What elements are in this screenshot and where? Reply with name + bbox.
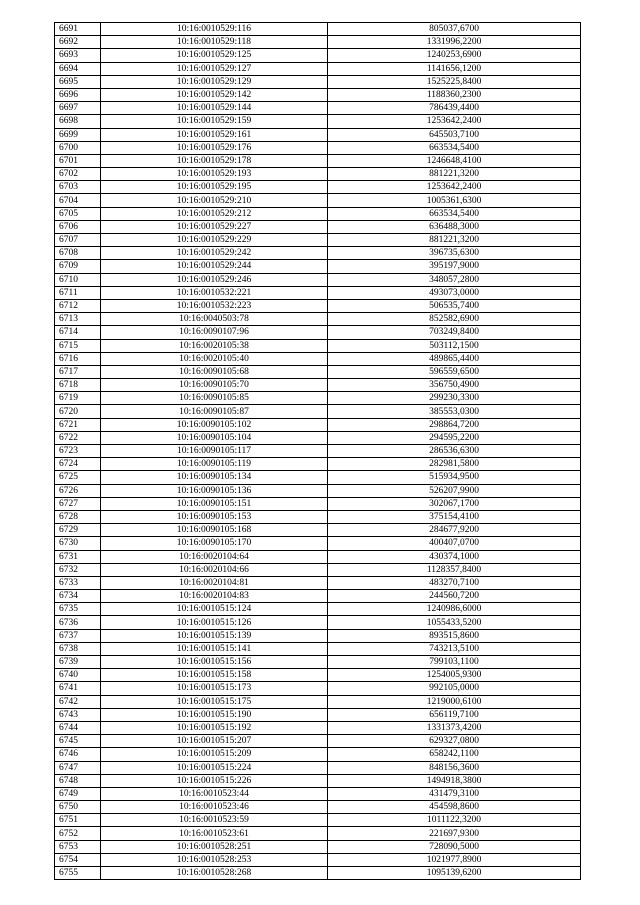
row-number-cell: 6719 [55,392,101,405]
cadastral-number-cell: 10:16:0010529:178 [101,154,328,167]
cadastral-number-cell: 10:16:0090105:104 [101,431,328,444]
cadastral-number-cell: 10:16:0010528:268 [101,867,328,880]
row-number-cell: 6722 [55,431,101,444]
cadastral-number-cell: 10:16:0010532:223 [101,299,328,312]
table-row [55,550,581,563]
row-number-cell: 6714 [55,326,101,339]
table-row [55,708,581,721]
row-number-cell: 6736 [55,616,101,629]
cadastral-number-cell: 10:16:0010515:207 [101,735,328,748]
cadastral-number-cell: 10:16:0010529:244 [101,260,328,273]
cadastral-number-cell: 10:16:0010523:44 [101,787,328,800]
table-row [55,234,581,247]
row-number-cell: 6710 [55,273,101,286]
row-number-cell: 6707 [55,234,101,247]
table-row [55,787,581,800]
row-number-cell: 6729 [55,524,101,537]
cadastral-number-cell: 10:16:0010515:141 [101,642,328,655]
row-number-cell: 6715 [55,339,101,352]
cadastral-number-cell: 10:16:0010529:159 [101,115,328,128]
row-number-cell: 6723 [55,445,101,458]
table-row [55,695,581,708]
table-row [55,339,581,352]
cadastral-number-cell: 10:16:0090107:96 [101,326,328,339]
value-cell: 596559,6500 [328,365,581,378]
table-row [55,642,581,655]
table-row [55,590,581,603]
cadastral-number-cell: 10:16:0020104:83 [101,590,328,603]
value-cell: 805037,6700 [328,23,581,36]
cadastral-number-cell: 10:16:0010515:124 [101,603,328,616]
table-row [55,774,581,787]
table-row [55,299,581,312]
value-cell: 1254005,9300 [328,669,581,682]
cadastral-number-cell: 10:16:0010515:224 [101,761,328,774]
cadastral-number-cell: 10:16:0010529:176 [101,141,328,154]
row-number-cell: 6739 [55,656,101,669]
cadastral-number-cell: 10:16:0090105:153 [101,510,328,523]
cadastral-number-cell: 10:16:0010529:125 [101,49,328,62]
value-cell: 1011122,3200 [328,814,581,827]
value-cell: 1246648,4100 [328,154,581,167]
row-number-cell: 6716 [55,352,101,365]
value-cell: 489865,4400 [328,352,581,365]
value-cell: 881221,3200 [328,168,581,181]
value-cell: 1128357,8400 [328,563,581,576]
row-number-cell: 6755 [55,867,101,880]
value-cell: 1525225,8400 [328,75,581,88]
row-number-cell: 6733 [55,576,101,589]
value-cell: 1240253,6900 [328,49,581,62]
cadastral-number-cell: 10:16:0010529:142 [101,88,328,101]
row-number-cell: 6709 [55,260,101,273]
value-cell: 1494918,3800 [328,774,581,787]
cadastral-number-cell: 10:16:0010523:61 [101,827,328,840]
value-cell: 743213,5100 [328,642,581,655]
value-cell: 396735,6300 [328,247,581,260]
table-row [55,458,581,471]
value-cell: 282981,5800 [328,458,581,471]
value-cell: 703249,8400 [328,326,581,339]
cadastral-number-cell: 10:16:0090105:134 [101,471,328,484]
value-cell: 1095139,6200 [328,867,581,880]
row-number-cell: 6732 [55,563,101,576]
value-cell: 663534,5400 [328,207,581,220]
table-row [55,247,581,260]
value-cell: 852582,6900 [328,313,581,326]
table-row [55,682,581,695]
table-row [55,313,581,326]
cadastral-number-cell: 10:16:0020104:66 [101,563,328,576]
value-cell: 244560,7200 [328,590,581,603]
cadastral-number-cell: 10:16:0090105:68 [101,365,328,378]
table-row [55,102,581,115]
row-number-cell: 6699 [55,128,101,141]
cadastral-number-cell: 10:16:0010529:129 [101,75,328,88]
row-number-cell: 6746 [55,748,101,761]
cadastral-number-cell: 10:16:0090105:70 [101,379,328,392]
table-row [55,827,581,840]
row-number-cell: 6742 [55,695,101,708]
cadastral-number-cell: 10:16:0090105:117 [101,445,328,458]
row-number-cell: 6697 [55,102,101,115]
value-cell: 663534,5400 [328,141,581,154]
value-cell: 348057,2800 [328,273,581,286]
table-row [55,352,581,365]
cadastral-number-cell: 10:16:0010529:161 [101,128,328,141]
row-number-cell: 6750 [55,801,101,814]
value-cell: 493073,0000 [328,286,581,299]
table-row [55,220,581,233]
cadastral-number-cell: 10:16:0090105:102 [101,418,328,431]
cadastral-number-cell: 10:16:0020105:40 [101,352,328,365]
value-cell: 881221,3200 [328,234,581,247]
row-number-cell: 6717 [55,365,101,378]
value-cell: 1219000,6100 [328,695,581,708]
value-cell: 1141656,1200 [328,62,581,75]
value-cell: 526207,9900 [328,484,581,497]
table-row [55,537,581,550]
row-number-cell: 6738 [55,642,101,655]
table-row [55,168,581,181]
table-row [55,141,581,154]
row-number-cell: 6730 [55,537,101,550]
table-row [55,761,581,774]
value-cell: 302067,1700 [328,497,581,510]
cadastral-number-cell: 10:16:0010515:190 [101,708,328,721]
cadastral-number-cell: 10:16:0090105:85 [101,392,328,405]
value-cell: 1188360,2300 [328,88,581,101]
value-cell: 1240986,6000 [328,603,581,616]
row-number-cell: 6749 [55,787,101,800]
row-number-cell: 6752 [55,827,101,840]
row-number-cell: 6718 [55,379,101,392]
table-row [55,207,581,220]
value-cell: 636488,3000 [328,220,581,233]
value-cell: 893515,8600 [328,629,581,642]
table-row [55,524,581,537]
cadastral-number-cell: 10:16:0010532:221 [101,286,328,299]
table-row [55,326,581,339]
value-cell: 431479,3100 [328,787,581,800]
cadastral-number-cell: 10:16:0020105:38 [101,339,328,352]
table-row [55,418,581,431]
row-number-cell: 6741 [55,682,101,695]
value-cell: 430374,1000 [328,550,581,563]
row-number-cell: 6698 [55,115,101,128]
table-row [55,405,581,418]
table-row [55,629,581,642]
table-row [55,510,581,523]
value-cell: 1055433,5200 [328,616,581,629]
cadastral-number-cell: 10:16:0010529:242 [101,247,328,260]
cadastral-number-cell: 10:16:0090105:151 [101,497,328,510]
table-row [55,115,581,128]
value-cell: 1253642,2400 [328,115,581,128]
row-number-cell: 6727 [55,497,101,510]
row-number-cell: 6691 [55,23,101,36]
table-row [55,273,581,286]
row-number-cell: 6740 [55,669,101,682]
row-number-cell: 6734 [55,590,101,603]
table-row [55,181,581,194]
row-number-cell: 6706 [55,220,101,233]
row-number-cell: 6745 [55,735,101,748]
table-row [55,484,581,497]
table-row [55,576,581,589]
cadastral-number-cell: 10:16:0010528:251 [101,840,328,853]
value-cell: 1331996,2200 [328,36,581,49]
row-number-cell: 6751 [55,814,101,827]
cadastral-number-cell: 10:16:0010529:127 [101,62,328,75]
cadastral-number-cell: 10:16:0010529:193 [101,168,328,181]
value-cell: 658242,1100 [328,748,581,761]
row-number-cell: 6737 [55,629,101,642]
row-number-cell: 6692 [55,36,101,49]
table-row [55,431,581,444]
table-row [55,669,581,682]
row-number-cell: 6704 [55,194,101,207]
cadastral-number-cell: 10:16:0090105:136 [101,484,328,497]
cadastral-number-cell: 10:16:0010515:126 [101,616,328,629]
table-row [55,867,581,880]
table-row [55,49,581,62]
row-number-cell: 6753 [55,840,101,853]
cadastral-number-cell: 10:16:0010515:175 [101,695,328,708]
table-row [55,379,581,392]
row-number-cell: 6728 [55,510,101,523]
cadastral-value-table [54,22,581,880]
cadastral-number-cell: 10:16:0010529:144 [101,102,328,115]
row-number-cell: 6693 [55,49,101,62]
row-number-cell: 6720 [55,405,101,418]
cadastral-number-cell: 10:16:0010515:192 [101,721,328,734]
row-number-cell: 6700 [55,141,101,154]
cadastral-number-cell: 10:16:0010515:156 [101,656,328,669]
value-cell: 992105,0000 [328,682,581,695]
value-cell: 728090,5000 [328,840,581,853]
row-number-cell: 6748 [55,774,101,787]
value-cell: 284677,9200 [328,524,581,537]
cadastral-number-cell: 10:16:0010529:246 [101,273,328,286]
table-row [55,62,581,75]
row-number-cell: 6705 [55,207,101,220]
cadastral-number-cell: 10:16:0010515:139 [101,629,328,642]
value-cell: 629327,0800 [328,735,581,748]
table-row [55,260,581,273]
value-cell: 385553,0300 [328,405,581,418]
value-cell: 395197,9000 [328,260,581,273]
value-cell: 503112,1500 [328,339,581,352]
row-number-cell: 6725 [55,471,101,484]
table-row [55,616,581,629]
value-cell: 400407,0700 [328,537,581,550]
table-row [55,128,581,141]
table-row [55,154,581,167]
value-cell: 1253642,2400 [328,181,581,194]
value-cell: 294595,2200 [328,431,581,444]
cadastral-number-cell: 10:16:0090105:87 [101,405,328,418]
table-row [55,88,581,101]
value-cell: 286536,6300 [328,445,581,458]
table-row [55,286,581,299]
value-cell: 375154,4100 [328,510,581,523]
cadastral-number-cell: 10:16:0010515:209 [101,748,328,761]
table-row [55,36,581,49]
value-cell: 848156,3600 [328,761,581,774]
value-cell: 656119,7100 [328,708,581,721]
cadastral-number-cell: 10:16:0010529:195 [101,181,328,194]
row-number-cell: 6744 [55,721,101,734]
row-number-cell: 6754 [55,853,101,866]
row-number-cell: 6713 [55,313,101,326]
value-cell: 454598,8600 [328,801,581,814]
table-body [55,23,581,880]
table-row [55,365,581,378]
value-cell: 645503,7100 [328,128,581,141]
table-row [55,853,581,866]
value-cell: 1021977,8900 [328,853,581,866]
row-number-cell: 6735 [55,603,101,616]
cadastral-number-cell: 10:16:0010523:59 [101,814,328,827]
table-row [55,497,581,510]
row-number-cell: 6721 [55,418,101,431]
cadastral-number-cell: 10:16:0010529:212 [101,207,328,220]
value-cell: 1331373,4200 [328,721,581,734]
table-row [55,656,581,669]
row-number-cell: 6694 [55,62,101,75]
value-cell: 298864,7200 [328,418,581,431]
table-row [55,735,581,748]
table-row [55,801,581,814]
value-cell: 799103,1100 [328,656,581,669]
cadastral-number-cell: 10:16:0090105:168 [101,524,328,537]
table-row [55,721,581,734]
cadastral-number-cell: 10:16:0010529:210 [101,194,328,207]
row-number-cell: 6726 [55,484,101,497]
cadastral-number-cell: 10:16:0010529:229 [101,234,328,247]
cadastral-number-cell: 10:16:0010529:116 [101,23,328,36]
row-number-cell: 6731 [55,550,101,563]
row-number-cell: 6696 [55,88,101,101]
cadastral-number-cell: 10:16:0020104:81 [101,576,328,589]
cadastral-number-cell: 10:16:0010515:173 [101,682,328,695]
cadastral-number-cell: 10:16:0010515:158 [101,669,328,682]
value-cell: 221697,9300 [328,827,581,840]
row-number-cell: 6743 [55,708,101,721]
table-row [55,603,581,616]
row-number-cell: 6747 [55,761,101,774]
value-cell: 786439,4400 [328,102,581,115]
cadastral-number-cell: 10:16:0010529:227 [101,220,328,233]
value-cell: 1005361,6300 [328,194,581,207]
cadastral-number-cell: 10:16:0090105:119 [101,458,328,471]
table-row [55,840,581,853]
row-number-cell: 6711 [55,286,101,299]
table-row [55,23,581,36]
table-row [55,75,581,88]
value-cell: 483270,7100 [328,576,581,589]
row-number-cell: 6712 [55,299,101,312]
row-number-cell: 6708 [55,247,101,260]
row-number-cell: 6724 [55,458,101,471]
table-row [55,471,581,484]
row-number-cell: 6701 [55,154,101,167]
row-number-cell: 6703 [55,181,101,194]
table-row [55,445,581,458]
table-row [55,194,581,207]
value-cell: 356750,4900 [328,379,581,392]
value-cell: 515934,9500 [328,471,581,484]
table-row [55,748,581,761]
cadastral-number-cell: 10:16:0010515:226 [101,774,328,787]
table-row [55,563,581,576]
cadastral-number-cell: 10:16:0010523:46 [101,801,328,814]
cadastral-number-cell: 10:16:0010529:118 [101,36,328,49]
cadastral-number-cell: 10:16:0090105:170 [101,537,328,550]
value-cell: 506535,7400 [328,299,581,312]
cadastral-number-cell: 10:16:0010528:253 [101,853,328,866]
cadastral-number-cell: 10:16:0020104:64 [101,550,328,563]
table-row [55,814,581,827]
row-number-cell: 6695 [55,75,101,88]
value-cell: 299230,3300 [328,392,581,405]
row-number-cell: 6702 [55,168,101,181]
table-row [55,392,581,405]
cadastral-number-cell: 10:16:0040503:78 [101,313,328,326]
